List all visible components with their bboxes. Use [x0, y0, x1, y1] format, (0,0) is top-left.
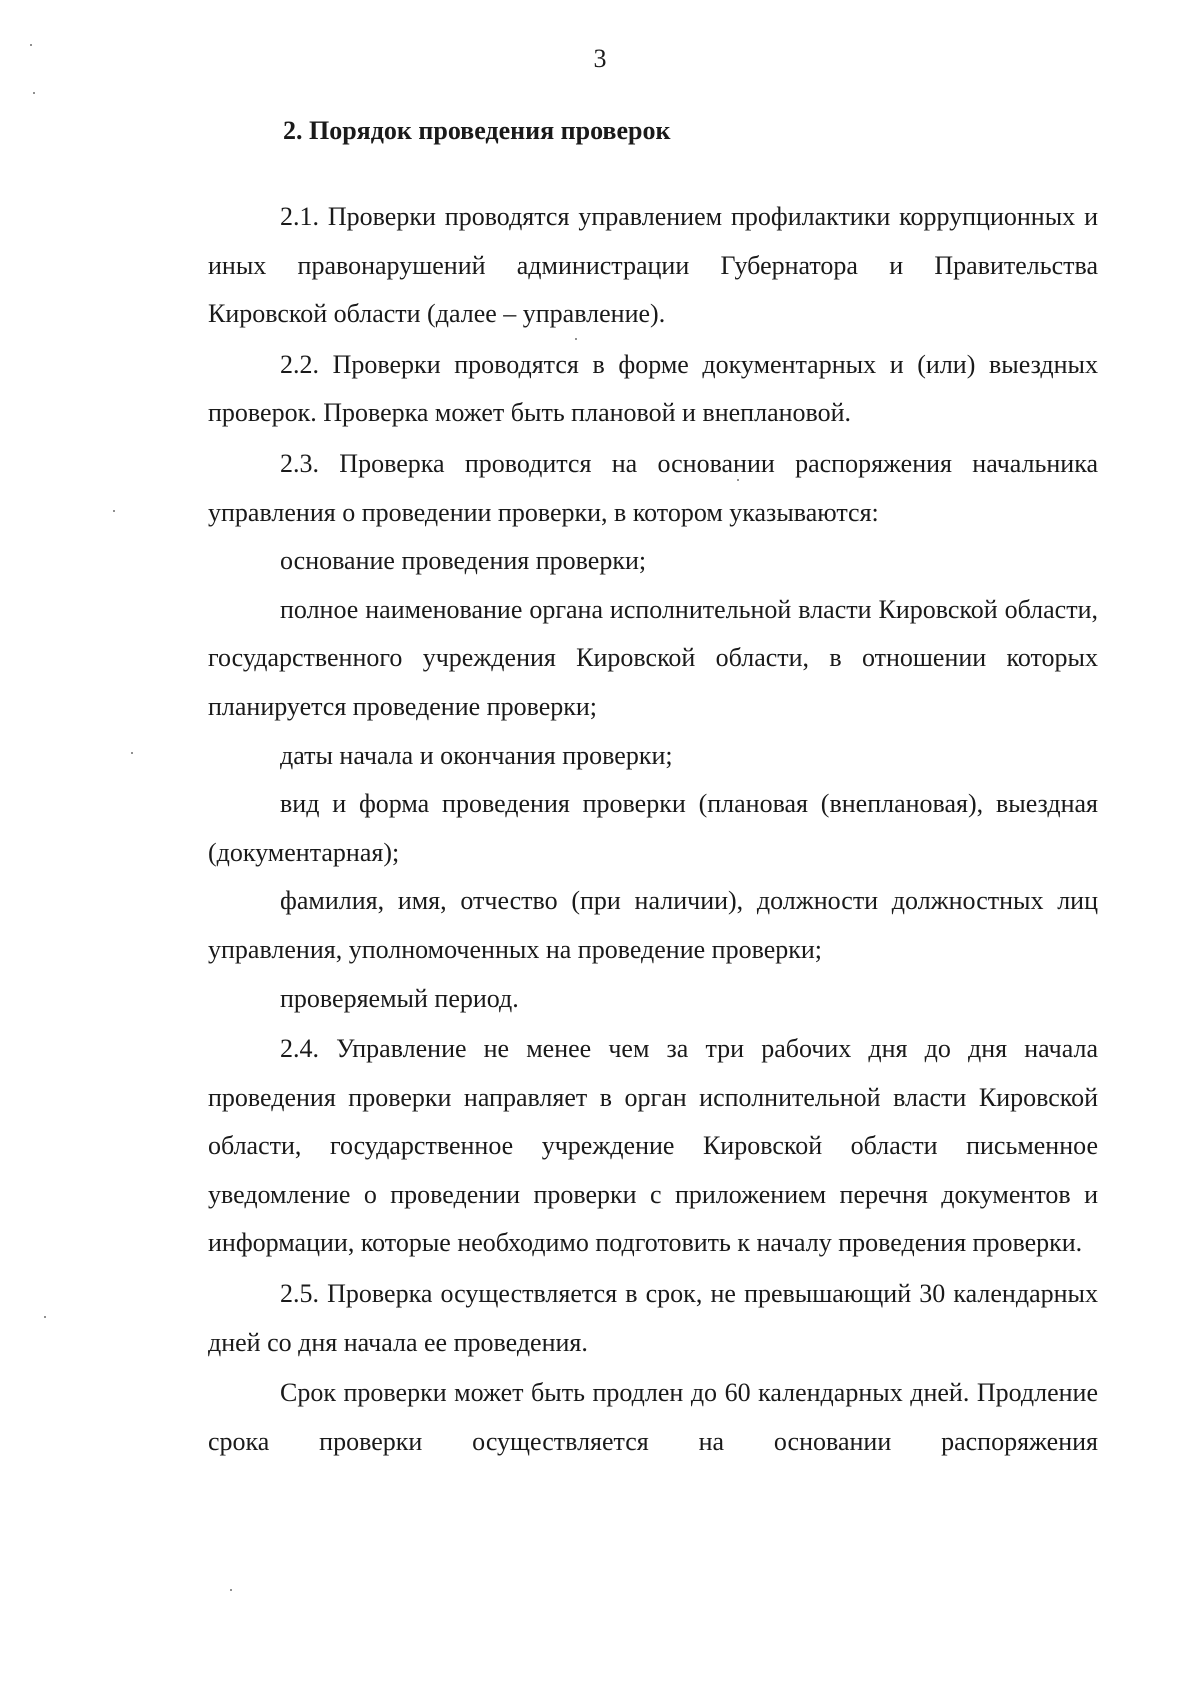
- list-item-type-and-form: вид и форма проведения проверки (плановая (внеплановая), выездная (документарная);: [208, 789, 1098, 867]
- section-heading: 2. Порядок проведения проверок: [283, 116, 671, 145]
- list-item-period: проверяемый период.: [280, 983, 519, 1013]
- paragraph-2-4: 2.4. Управление не менее чем за три рабочих дня до дня начала проведения проверки направляет в орган исполнительной власти Кировской области, государственное учреждение Кировской области письменное уведомление о проведении проверки с приложением перечня документов и информации, которые необходимо подготовить к началу проведения проверки.: [208, 1034, 1098, 1258]
- list-item-organization-name: полное наименование органа исполнительной власти Кировской области, государственного учреждения Кировской области, в отношении которых планируется проведение проверки;: [208, 594, 1098, 721]
- paragraph-2-1: 2.1. Проверки проводятся управлением профилактики коррупционных и иных правонарушений администрации Губернатора и Правительства Кировской области (далее – управление).: [208, 202, 1098, 329]
- page-number: 3: [593, 44, 607, 73]
- scan-speck: [131, 752, 133, 754]
- document-body: [208, 193, 1098, 1466]
- list-item-basis: основание проведения проверки;: [280, 546, 647, 576]
- paragraph-extension: Срок проверки может быть продлен до 60 календарных дней. Продление срока проверки осуществляется на основании распоряжения: [208, 1378, 1098, 1456]
- scan-speck: [737, 479, 739, 481]
- scan-speck: [44, 1316, 46, 1318]
- scan-speck: [230, 1589, 232, 1591]
- paragraph-2-5: 2.5. Проверка осуществляется в срок, не превышающий 30 календарных дней со дня начала ее проведения.: [208, 1279, 1098, 1357]
- list-item-dates: даты начала и окончания проверки;: [280, 740, 673, 770]
- scan-speck: [575, 338, 577, 340]
- scan-speck: [30, 44, 32, 46]
- scan-speck: [33, 92, 35, 94]
- scan-speck: [113, 510, 115, 512]
- paragraph-2-2: 2.2. Проверки проводятся в форме документарных и (или) выездных проверок. Проверка может быть плановой и внеплановой.: [208, 349, 1098, 428]
- list-item-officials: фамилия, имя, отчество (при наличии), должности должностных лиц управления, уполномоченных на проведение проверки;: [208, 886, 1098, 964]
- paragraph-2-3: 2.3. Проверка проводится на основании распоряжения начальника управления о проведении проверки, в котором указываются:: [208, 448, 1098, 527]
